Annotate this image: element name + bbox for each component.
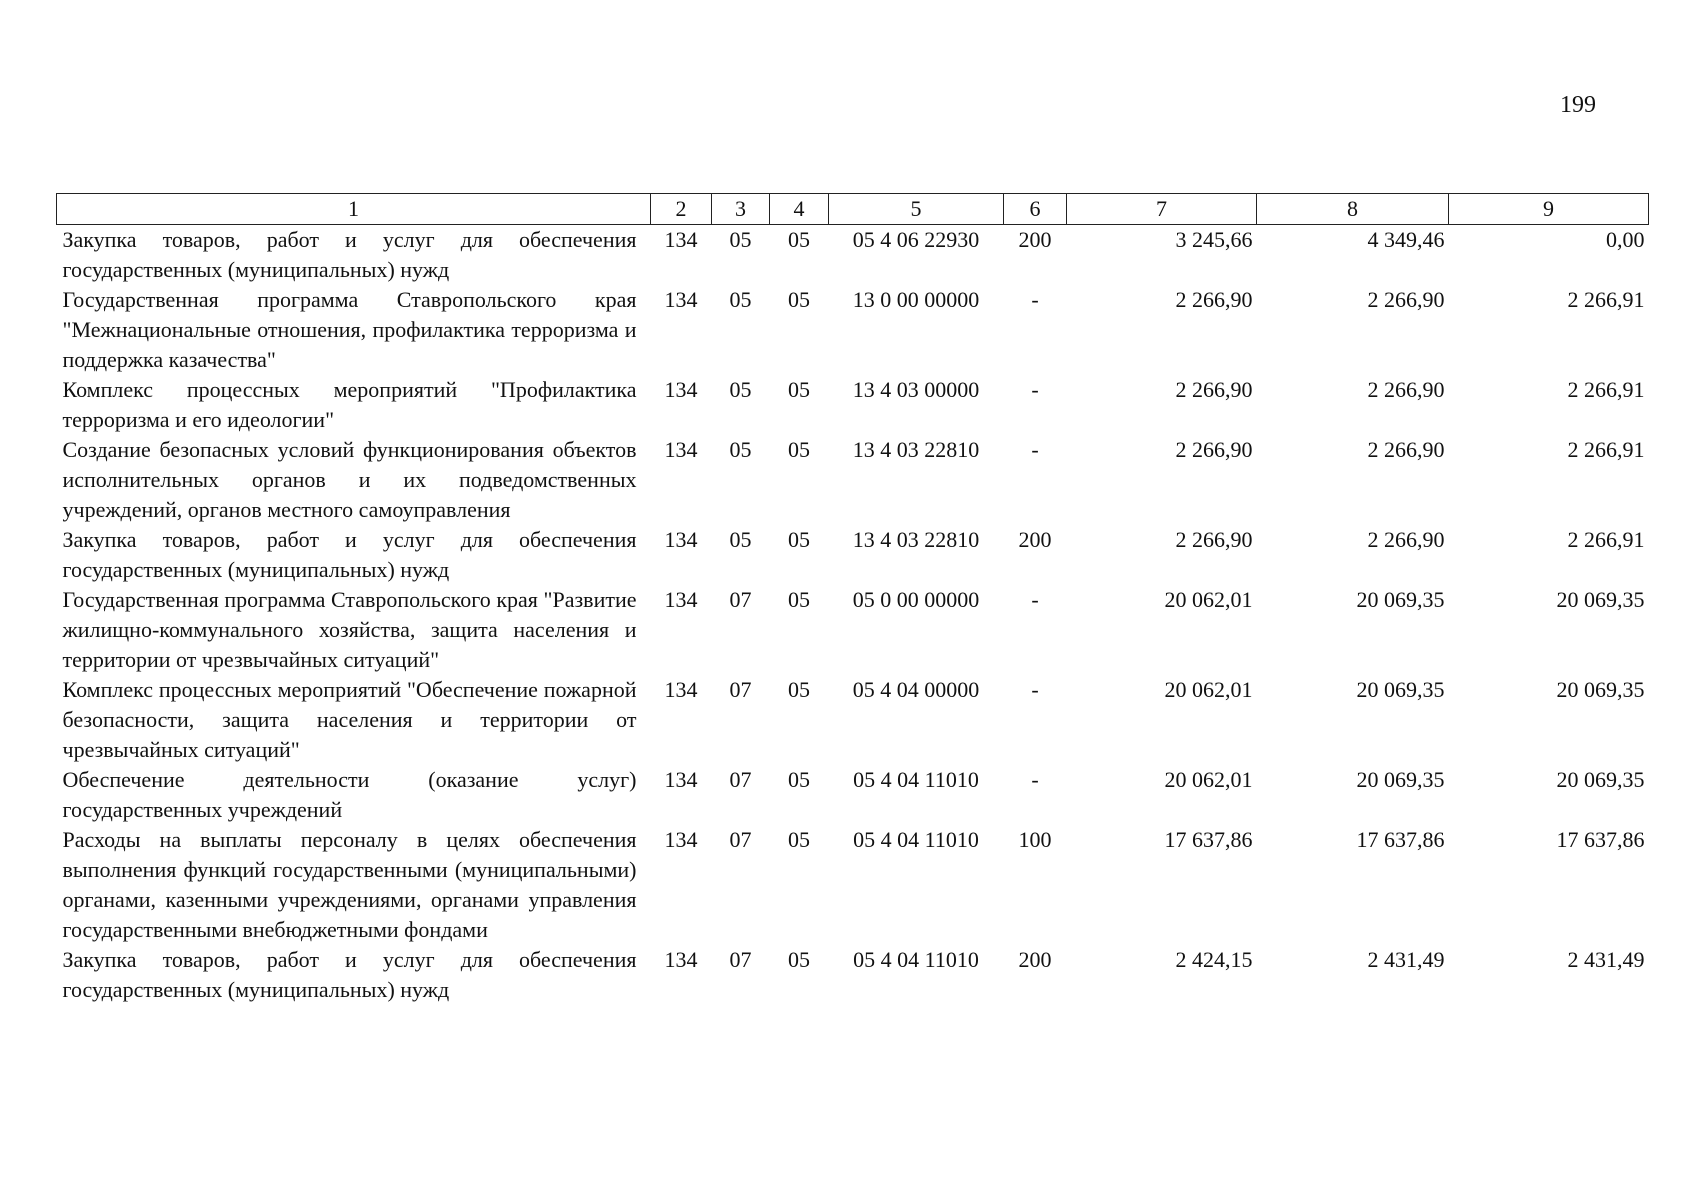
- table-header: [57, 194, 1649, 225]
- cell-ministry: 134: [664, 587, 698, 612]
- cell-amount-2026: 2 266,91: [1567, 527, 1645, 552]
- cell-amount-2024: 3 245,66: [1175, 227, 1253, 252]
- cell-name: Комплекс процессных мероприятий "Профилактика терроризма и его идеологии": [62, 377, 637, 432]
- cell-amount-2025: 2 266,90: [1367, 377, 1445, 402]
- cell-name: Государственная программа Ставропольского края "Межнациональные отношения, профилактика терроризма и поддержка казачества": [62, 287, 637, 372]
- table-row: [57, 675, 1649, 765]
- cell-subsection: 05: [788, 587, 810, 612]
- cell-amount-2024: 20 062,01: [1164, 767, 1253, 792]
- cell-subsection: 05: [788, 227, 810, 252]
- column-header-5: 5: [829, 194, 1004, 225]
- cell-ministry: 134: [664, 227, 698, 252]
- cell-expense-type: -: [1031, 767, 1039, 792]
- cell-name: Закупка товаров, работ и услуг для обеспечения государственных (муниципальных) нужд: [62, 527, 637, 582]
- cell-target-article: 05 4 04 11010: [853, 827, 979, 852]
- cell-ministry: 134: [664, 437, 698, 462]
- cell-ministry: 134: [664, 527, 698, 552]
- cell-subsection: 05: [788, 437, 810, 462]
- cell-amount-2025: 2 266,90: [1367, 437, 1445, 462]
- cell-amount-2025: 2 431,49: [1367, 947, 1445, 972]
- cell-amount-2026: 2 266,91: [1567, 437, 1645, 462]
- cell-name: Закупка товаров, работ и услуг для обеспечения государственных (муниципальных) нужд: [62, 947, 637, 1002]
- cell-name: Расходы на выплаты персоналу в целях обеспечения выполнения функций государственными (муниципальными) органами, казенными учреждениями, органами управления государственными внебюджетными фондами: [62, 827, 637, 942]
- column-header-3: 3: [712, 194, 770, 225]
- cell-amount-2025: 20 069,35: [1356, 677, 1445, 702]
- cell-amount-2025: 4 349,46: [1367, 227, 1445, 252]
- cell-expense-type: 200: [1018, 227, 1052, 252]
- cell-expense-type: -: [1031, 587, 1039, 612]
- cell-amount-2024: 2 266,90: [1175, 527, 1253, 552]
- cell-target-article: 13 4 03 00000: [852, 377, 980, 402]
- cell-amount-2024: 2 266,90: [1175, 287, 1253, 312]
- column-header-4: 4: [770, 194, 829, 225]
- table-row: [57, 825, 1649, 945]
- cell-amount-2024: 20 062,01: [1164, 677, 1253, 702]
- column-header-6: 6: [1004, 194, 1067, 225]
- cell-ministry: 134: [664, 767, 698, 792]
- table-row: [57, 585, 1649, 675]
- cell-subsection: 05: [788, 677, 810, 702]
- cell-subsection: 05: [788, 527, 810, 552]
- cell-ministry: 134: [664, 377, 698, 402]
- cell-expense-type: -: [1031, 377, 1039, 402]
- cell-amount-2026: 2 431,49: [1567, 947, 1645, 972]
- cell-amount-2026: 17 637,86: [1556, 827, 1645, 852]
- cell-section: 07: [729, 947, 752, 972]
- column-header-1: 1: [57, 194, 651, 225]
- cell-amount-2025: 2 266,90: [1367, 527, 1445, 552]
- cell-amount-2026: 20 069,35: [1556, 587, 1645, 612]
- cell-amount-2024: 2 266,90: [1175, 377, 1253, 402]
- cell-amount-2025: 20 069,35: [1356, 767, 1445, 792]
- cell-section: 05: [729, 227, 752, 252]
- cell-section: 07: [729, 827, 752, 852]
- cell-target-article: 13 4 03 22810: [852, 527, 980, 552]
- cell-target-article: 05 4 06 22930: [852, 227, 980, 252]
- cell-subsection: 05: [788, 827, 810, 852]
- cell-amount-2026: 2 266,91: [1567, 287, 1645, 312]
- cell-amount-2025: 20 069,35: [1356, 587, 1445, 612]
- cell-name: Обеспечение деятельности (оказание услуг) государственных учреждений: [62, 767, 637, 822]
- cell-amount-2024: 2 424,15: [1175, 947, 1253, 972]
- cell-target-article: 05 4 04 00000: [852, 677, 980, 702]
- cell-ministry: 134: [664, 677, 698, 702]
- cell-section: 05: [729, 377, 752, 402]
- cell-amount-2024: 20 062,01: [1164, 587, 1253, 612]
- cell-subsection: 05: [788, 377, 810, 402]
- cell-section: 07: [729, 767, 752, 792]
- cell-expense-type: 200: [1018, 527, 1052, 552]
- table-row: [57, 525, 1649, 585]
- page-number: 199: [1560, 92, 1596, 118]
- cell-section: 05: [729, 437, 752, 462]
- header-row: [57, 194, 1649, 225]
- table-body: [57, 225, 1649, 1006]
- cell-subsection: 05: [788, 947, 810, 972]
- table-row: [57, 765, 1649, 825]
- cell-target-article: 13 0 00 00000: [852, 287, 980, 312]
- cell-ministry: 134: [664, 827, 698, 852]
- budget-table: [56, 193, 1649, 1005]
- cell-expense-type: -: [1031, 677, 1039, 702]
- cell-ministry: 134: [664, 947, 698, 972]
- cell-amount-2025: 17 637,86: [1356, 827, 1445, 852]
- cell-expense-type: 200: [1018, 947, 1052, 972]
- cell-amount-2025: 2 266,90: [1367, 287, 1445, 312]
- cell-subsection: 05: [788, 767, 810, 792]
- cell-expense-type: -: [1031, 437, 1039, 462]
- column-header-7: 7: [1067, 194, 1257, 225]
- column-header-8: 8: [1257, 194, 1449, 225]
- cell-name: Создание безопасных условий функционирования объектов исполнительных органов и их подведомственных учреждений, органов местного самоуправления: [62, 437, 637, 522]
- table-row: [57, 375, 1649, 435]
- column-header-9: 9: [1449, 194, 1649, 225]
- cell-amount-2026: 2 266,91: [1567, 377, 1645, 402]
- cell-name: Закупка товаров, работ и услуг для обеспечения государственных (муниципальных) нужд: [62, 227, 637, 282]
- cell-section: 07: [729, 677, 752, 702]
- cell-amount-2026: 20 069,35: [1556, 767, 1645, 792]
- cell-section: 05: [729, 527, 752, 552]
- cell-ministry: 134: [664, 287, 698, 312]
- table-row: [57, 435, 1649, 525]
- table-row: [57, 945, 1649, 1005]
- cell-expense-type: -: [1031, 287, 1039, 312]
- cell-subsection: 05: [788, 287, 810, 312]
- cell-section: 05: [729, 287, 752, 312]
- cell-target-article: 05 4 04 11010: [853, 767, 979, 792]
- cell-amount-2026: 0,00: [1606, 227, 1645, 252]
- cell-target-article: 05 0 00 00000: [852, 587, 980, 612]
- cell-target-article: 05 4 04 11010: [853, 947, 979, 972]
- cell-amount-2024: 2 266,90: [1175, 437, 1253, 462]
- cell-amount-2026: 20 069,35: [1556, 677, 1645, 702]
- cell-section: 07: [729, 587, 752, 612]
- cell-expense-type: 100: [1018, 827, 1052, 852]
- cell-target-article: 13 4 03 22810: [852, 437, 980, 462]
- cell-name: Комплекс процессных мероприятий "Обеспечение пожарной безопасности, защита населения и территории от чрезвычайных ситуаций": [62, 677, 637, 762]
- cell-name: Государственная программа Ставропольского края "Развитие жилищно-коммунального хозяйства, защита населения и территории от чрезвычайных ситуаций": [62, 587, 637, 672]
- table-row: [57, 225, 1649, 286]
- table-row: [57, 285, 1649, 375]
- column-header-2: 2: [651, 194, 712, 225]
- cell-amount-2024: 17 637,86: [1164, 827, 1253, 852]
